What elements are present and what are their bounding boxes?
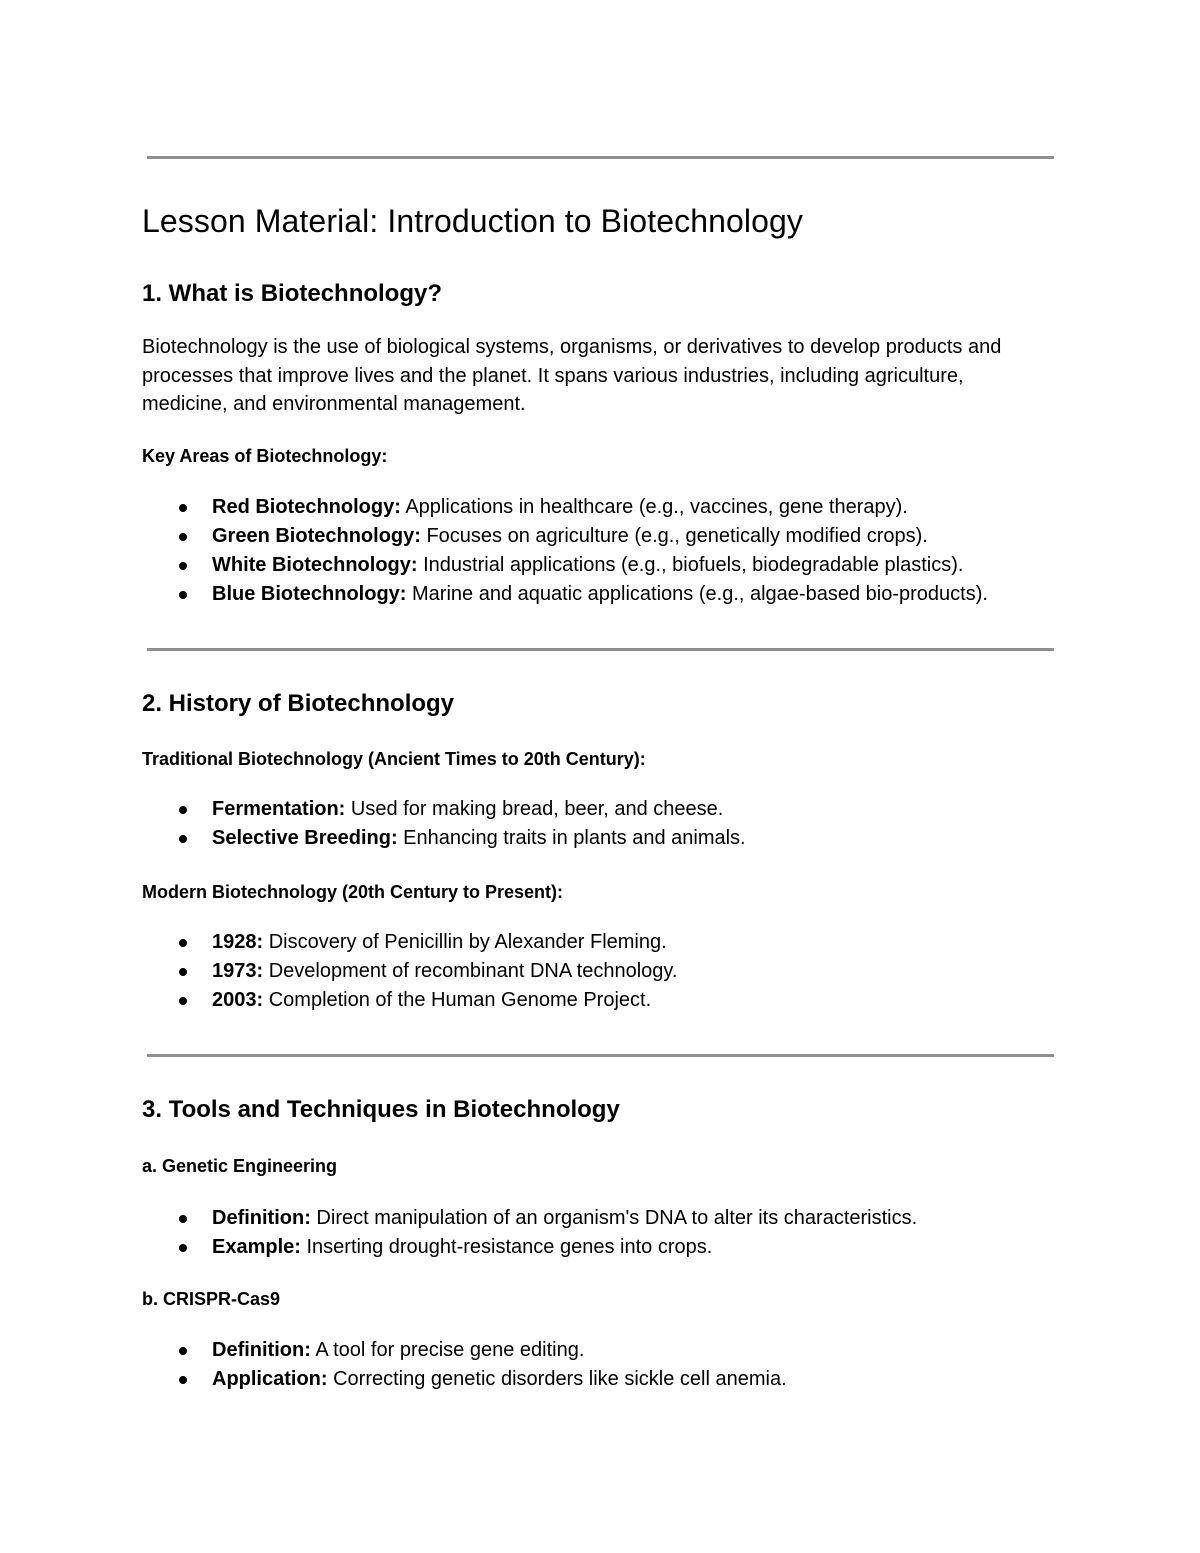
list-item-term: Red Biotechnology: [212, 496, 401, 518]
subheading-genetic-engineering: a. Genetic Engineering [142, 1156, 338, 1176]
list-item-term: Example: [212, 1236, 301, 1258]
horizontal-rule [147, 1054, 1054, 1057]
list-item-desc: Direct manipulation of an organism's DNA to alter its characteristics. [310, 1207, 918, 1229]
document-title: Lesson Material: Introduction to Biotechnology [142, 203, 803, 239]
list-item [142, 493, 988, 522]
bullet-icon [179, 1347, 187, 1355]
modern-label: Modern Biotechnology (20th Century to Present): [142, 882, 564, 902]
list-item [142, 1233, 917, 1262]
list-item-term: Green Biotechnology: [212, 525, 421, 547]
list-item-term: Selective Breeding: [212, 827, 398, 849]
bullet-icon [179, 1215, 187, 1223]
list-item [142, 551, 988, 580]
key-areas-list [142, 493, 988, 609]
bullet-icon [179, 939, 187, 947]
bullet-icon [179, 591, 187, 599]
list-item-desc: Applications in healthcare (e.g., vaccines, gene therapy). [400, 496, 908, 518]
list-item-desc: Industrial applications (e.g., biofuels, biodegradable plastics). [417, 554, 964, 576]
crispr-list [142, 1336, 787, 1394]
list-item [142, 928, 677, 957]
horizontal-rule [147, 156, 1054, 159]
modern-list [142, 928, 677, 1015]
list-item [142, 795, 746, 824]
list-item-term: Definition: [212, 1207, 311, 1229]
list-item [142, 522, 988, 551]
bullet-icon [179, 968, 187, 976]
list-item [142, 1336, 787, 1365]
list-item-desc: Used for making bread, beer, and cheese. [345, 798, 724, 820]
list-item-desc: Correcting genetic disorders like sickle cell anemia. [327, 1368, 787, 1390]
list-item-desc: Inserting drought-resistance genes into crops. [300, 1236, 713, 1258]
bullet-icon [179, 806, 187, 814]
list-item-term: Application: [212, 1368, 328, 1390]
list-item-term: White Biotechnology: [212, 554, 418, 576]
bullet-icon [179, 997, 187, 1005]
section-heading-what-is: 1. What is Biotechnology? [142, 280, 443, 307]
section-heading-history: 2. History of Biotechnology [142, 690, 455, 717]
genetic-engineering-list [142, 1204, 917, 1262]
bullet-icon [179, 1376, 187, 1384]
key-areas-label: Key Areas of Biotechnology: [142, 446, 388, 466]
list-item-desc: Enhancing traits in plants and animals. [397, 827, 746, 849]
list-item-desc: Marine and aquatic applications (e.g., algae-based bio-products). [406, 583, 988, 605]
list-item [142, 1365, 787, 1394]
bullet-icon [179, 562, 187, 570]
horizontal-rule [147, 648, 1054, 651]
list-item-term: 2003: [212, 989, 264, 1011]
list-item-term: Definition: [212, 1339, 311, 1361]
list-item-desc: Completion of the Human Genome Project. [263, 989, 652, 1011]
subheading-crispr: b. CRISPR-Cas9 [142, 1289, 281, 1309]
list-item [142, 580, 988, 609]
section-heading-tools: 3. Tools and Techniques in Biotechnology [142, 1096, 620, 1123]
bullet-icon [179, 533, 187, 541]
traditional-label: Traditional Biotechnology (Ancient Times to 20th Century): [142, 749, 646, 769]
list-item-desc: Focuses on agriculture (e.g., genetically modified crops). [420, 525, 928, 547]
list-item-term: 1973: [212, 960, 264, 982]
intro-paragraph: Biotechnology is the use of biological systems, organisms, or derivatives to develop products and processes that improve lives and the planet. It spans various industries, including agriculture, medicine, and environmental management. [142, 336, 1002, 415]
list-item [142, 824, 746, 853]
list-item-term: Fermentation: [212, 798, 346, 820]
bullet-icon [179, 504, 187, 512]
list-item-desc: A tool for precise gene editing. [310, 1339, 585, 1361]
list-item-term: Blue Biotechnology: [212, 583, 407, 605]
list-item [142, 1204, 917, 1233]
list-item [142, 957, 677, 986]
bullet-icon [179, 1244, 187, 1252]
list-item-desc: Development of recombinant DNA technology. [263, 960, 678, 982]
list-item [142, 986, 677, 1015]
list-item-term: 1928: [212, 931, 264, 953]
list-item-desc: Discovery of Penicillin by Alexander Fleming. [263, 931, 667, 953]
bullet-icon [179, 835, 187, 843]
traditional-list [142, 795, 746, 853]
